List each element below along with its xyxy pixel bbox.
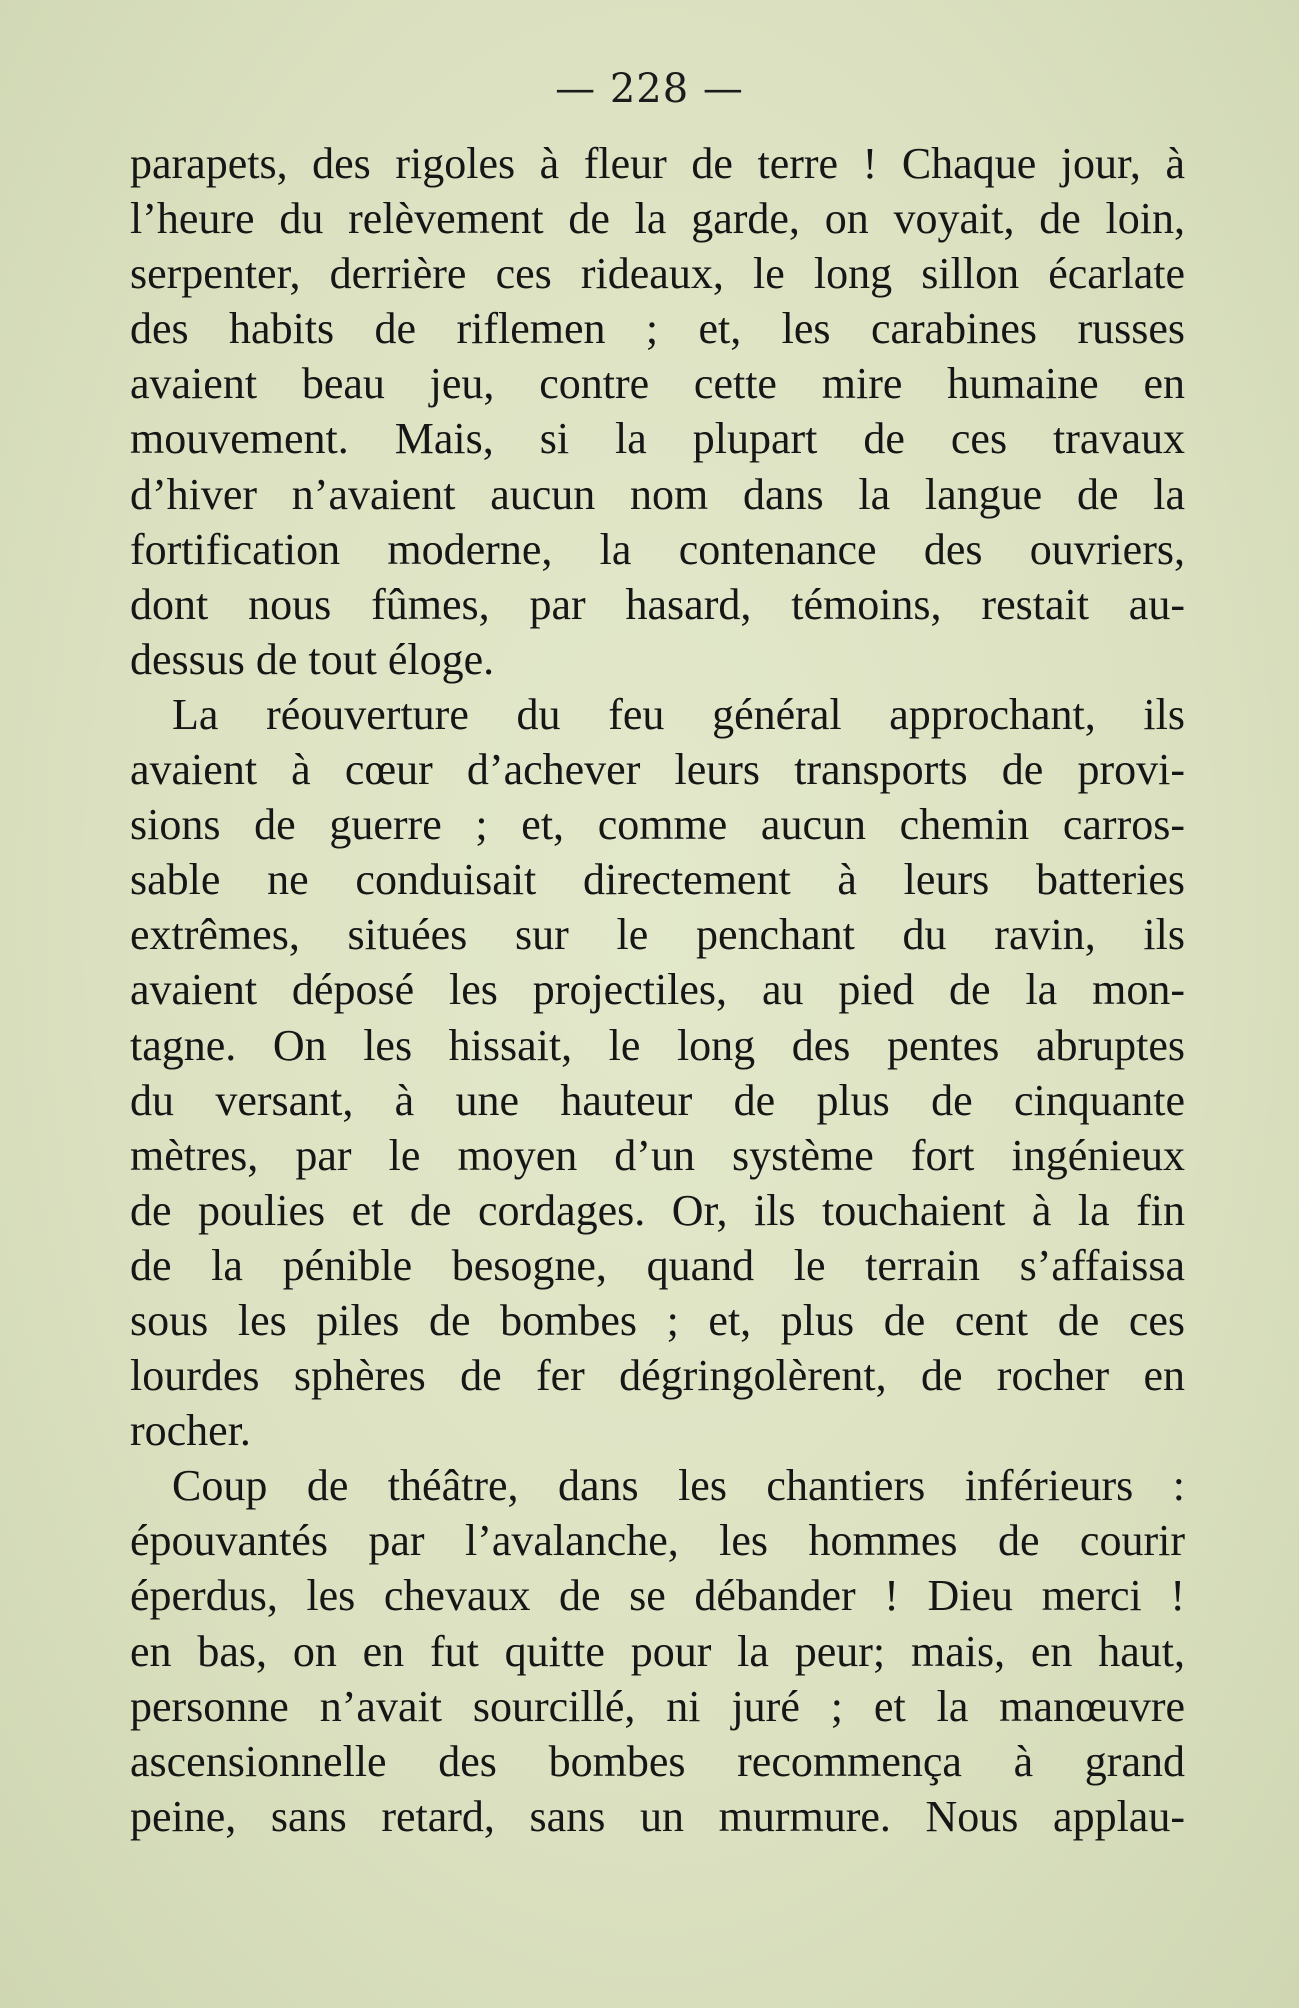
paragraph-3	[130, 1458, 1185, 1844]
text-line: éperdus, les chevaux de se débander ! Dieu merci !	[130, 1571, 1185, 1621]
text-line: des habits de riflemen ; et, les carabines russes	[130, 304, 1185, 354]
paragraph-1	[130, 136, 1185, 687]
text-line: en bas, on en fut quitte pour la peur; mais, en haut,	[130, 1626, 1185, 1676]
text-line: Coup de théâtre, dans les chantiers inférieurs :	[172, 1461, 1185, 1511]
text-line: dessus de tout éloge.	[130, 634, 495, 684]
text-line: mètres, par le moyen d’un système fort ingénieux	[130, 1130, 1185, 1180]
text-line: ascensionnelle des bombes recommença à grand	[130, 1736, 1185, 1786]
text-line: l’heure du relèvement de la garde, on voyait, de loin,	[130, 194, 1185, 244]
text-line: parapets, des rigoles à fleur de terre ! Chaque jour, à	[130, 139, 1185, 188]
text-line: épouvantés par l’avalanche, les hommes de courir	[130, 1516, 1185, 1566]
body-text	[130, 136, 1185, 1844]
text-line: du versant, à une hauteur de plus de cinquante	[130, 1075, 1185, 1125]
text-line: personne n’avait sourcillé, ni juré ; et la manœuvre	[130, 1681, 1185, 1731]
text-line: avaient beau jeu, contre cette mire humaine en	[130, 359, 1185, 409]
text-line: de poulies et de cordages. Or, ils touchaient à la fin	[130, 1185, 1185, 1235]
text-line: sable ne conduisait directement à leurs batteries	[130, 855, 1185, 905]
text-line: serpenter, derrière ces rideaux, le long sillon écarlate	[130, 249, 1185, 299]
text-line: de la pénible besogne, quand le terrain s’affaissa	[130, 1240, 1185, 1290]
text-line: rocher.	[130, 1406, 251, 1456]
text-line: peine, sans retard, sans un murmure. Nous applau-	[130, 1791, 1185, 1841]
text-line: lourdes sphères de fer dégringolèrent, de rocher en	[130, 1351, 1185, 1401]
text-line: sions de guerre ; et, comme aucun chemin carros-	[130, 800, 1185, 850]
text-line: avaient à cœur d’achever leurs transports de provi-	[130, 745, 1185, 795]
text-line: d’hiver n’avaient aucun nom dans la langue de la	[130, 469, 1185, 519]
text-line: tagne. On les hissait, le long des pentes abruptes	[130, 1020, 1185, 1070]
text-line: mouvement. Mais, si la plupart de ces travaux	[130, 414, 1185, 464]
text-line: fortification moderne, la contenance des ouvriers,	[130, 524, 1185, 574]
text-line: La réouverture du feu général approchant, ils	[172, 689, 1185, 739]
text-line: extrêmes, situées sur le penchant du ravin, ils	[130, 910, 1185, 960]
text-line: avaient déposé les projectiles, au pied de la mon-	[130, 965, 1185, 1015]
text-line: dont nous fûmes, par hasard, témoins, restait au-	[130, 579, 1185, 629]
page-number: — 228 —	[555, 66, 744, 112]
text-line: sous les piles de bombes ; et, plus de cent de ces	[130, 1295, 1185, 1345]
paragraph-2	[130, 687, 1185, 1458]
